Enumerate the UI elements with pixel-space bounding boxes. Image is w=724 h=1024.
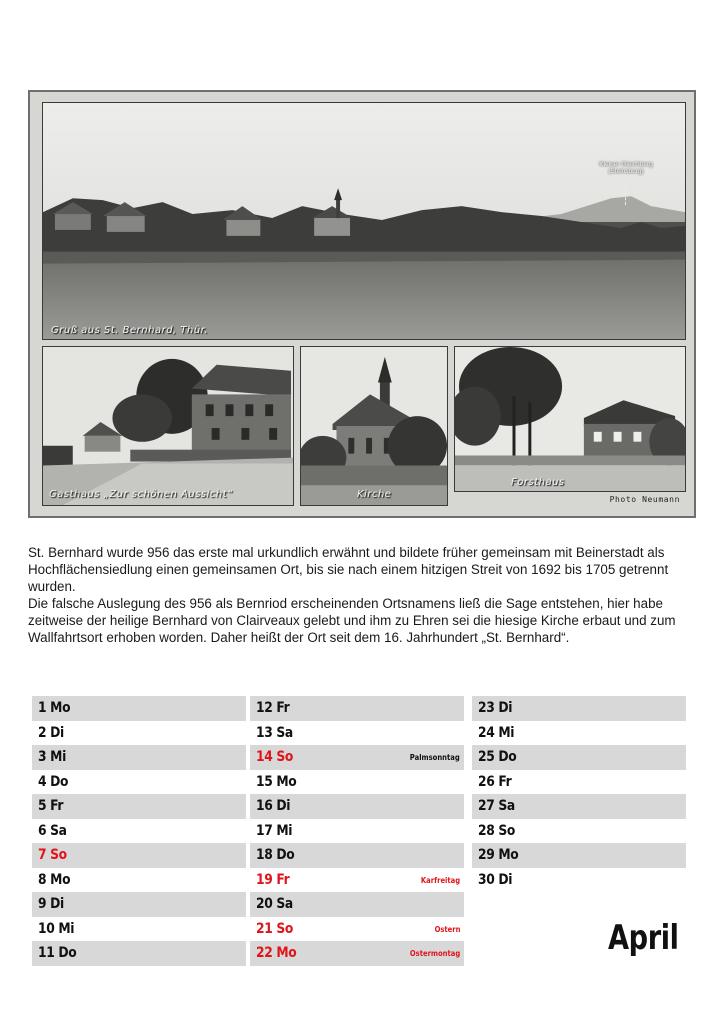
day-label: 1 Mo [38, 700, 71, 716]
forsthaus-photo [454, 346, 686, 492]
mountain-label [591, 161, 661, 175]
month-title: April [608, 918, 679, 958]
day-label: 18 Do [256, 847, 295, 863]
holiday-label: Ostern [434, 924, 460, 934]
day-label: 2 Di [38, 724, 64, 741]
day-label: 4 Do [38, 773, 69, 790]
calendar-day-row [250, 745, 464, 770]
calendar-day-row [32, 794, 246, 819]
holiday-label: Karfreitag [420, 875, 460, 885]
history-description [28, 544, 700, 646]
calendar-day-row [32, 868, 246, 893]
calendar-day-row [472, 696, 686, 721]
calendar-day-row [472, 770, 686, 795]
calendar-day-row [32, 770, 246, 795]
calendar-day-row [250, 696, 464, 721]
calendar-day-row [250, 819, 464, 844]
calendar-day-row [32, 721, 246, 746]
holiday-label: Palmsonntag [410, 753, 460, 762]
day-label: 20 Sa [256, 896, 293, 912]
mountain-name: Kleiner Gleichberg [599, 161, 653, 168]
kirche-caption: Kirche [357, 489, 392, 500]
day-label: 29 Mo [478, 847, 519, 863]
calendar-column-3 [472, 696, 686, 892]
calendar-column-1 [32, 696, 246, 966]
calendar-day-row [250, 843, 464, 868]
day-label: 22 Mo [256, 945, 297, 961]
calendar-column-2 [250, 696, 464, 966]
calendar-day-row [32, 892, 246, 917]
calendar-day-row [472, 843, 686, 868]
day-label: 5 Fr [38, 798, 64, 814]
calendar-day-row [250, 770, 464, 795]
calendar-day-row [32, 819, 246, 844]
calendar-day-row [472, 721, 686, 746]
calendar-day-row [32, 745, 246, 770]
day-label: 24 Mi [478, 724, 515, 741]
day-label: 12 Fr [256, 700, 290, 716]
mountain-subname: (Steinsburg) [608, 168, 644, 175]
calendar-day-row [472, 745, 686, 770]
calendar-day-row [250, 868, 464, 893]
panorama-caption: Gruß aus St. Bernhard, Thür. [51, 325, 209, 336]
day-label: 10 Mi [38, 920, 75, 937]
day-label: 8 Mo [38, 871, 71, 888]
calendar-day-row [250, 892, 464, 917]
history-paragraph-1: St. Bernhard wurde 956 das erste mal urkundlich erwähnt und bildete früher gemeinsam mit Beinerstadt als Hochflächensiedlung einen gemeinsamen Ort, bis sie nach einem hitzigen Streit von 1692 bis 1705 getrennt wurden. [28, 545, 669, 594]
calendar-day-row [32, 917, 246, 942]
day-label: 23 Di [478, 700, 513, 716]
postcard-image [28, 90, 696, 518]
calendar-day-row [32, 843, 246, 868]
day-label: 25 Do [478, 749, 517, 765]
kirche-photo [300, 346, 448, 506]
calendar-day-row [32, 696, 246, 721]
calendar-day-row [472, 868, 686, 893]
calendar-day-row [472, 794, 686, 819]
day-label: 14 So [256, 749, 294, 765]
history-paragraph-2: Die falsche Auslegung des 956 als Bernriod erscheinenden Ortsnamens ließ die Sage entstehen, hier habe zeitweise der heilige Bernhard von Clairveaux gelebt und ihm zu Ehren sei die hiesige Kirche erbaut und zum Wallfahrtsort erhoben worden. Daher heißt der Ort seit dem 16. Jahrhundert „St. Bernhard“. [28, 596, 676, 645]
photo-credit: Photo Neumann [609, 495, 680, 504]
forsthaus-caption: Forsthaus [511, 477, 565, 488]
gasthaus-caption: Gasthaus „Zur schönen Aussicht“ [49, 489, 233, 500]
day-label: 7 So [38, 847, 67, 863]
day-label: 17 Mi [256, 822, 293, 839]
calendar-day-row [250, 721, 464, 746]
day-label: 21 So [256, 920, 294, 937]
mountain-pointer-line [625, 179, 627, 205]
day-label: 28 So [478, 822, 516, 839]
day-label: 27 Sa [478, 798, 515, 814]
day-label: 3 Mi [38, 749, 66, 765]
day-label: 6 Sa [38, 822, 67, 839]
calendar-day-row [250, 941, 464, 966]
day-label: 15 Mo [256, 773, 297, 790]
holiday-label: Ostermontag [409, 949, 460, 958]
day-label: 11 Do [38, 945, 77, 961]
calendar-day-row [472, 819, 686, 844]
day-label: 13 Sa [256, 724, 293, 741]
gasthaus-photo [42, 346, 294, 506]
day-label: 9 Di [38, 896, 64, 912]
day-label: 26 Fr [478, 773, 512, 790]
day-label: 30 Di [478, 871, 513, 888]
day-label: 16 Di [256, 798, 291, 814]
panorama-photo [42, 102, 686, 340]
day-label: 19 Fr [256, 871, 290, 888]
calendar-day-row [250, 917, 464, 942]
calendar-day-row [32, 941, 246, 966]
calendar-day-row [250, 794, 464, 819]
